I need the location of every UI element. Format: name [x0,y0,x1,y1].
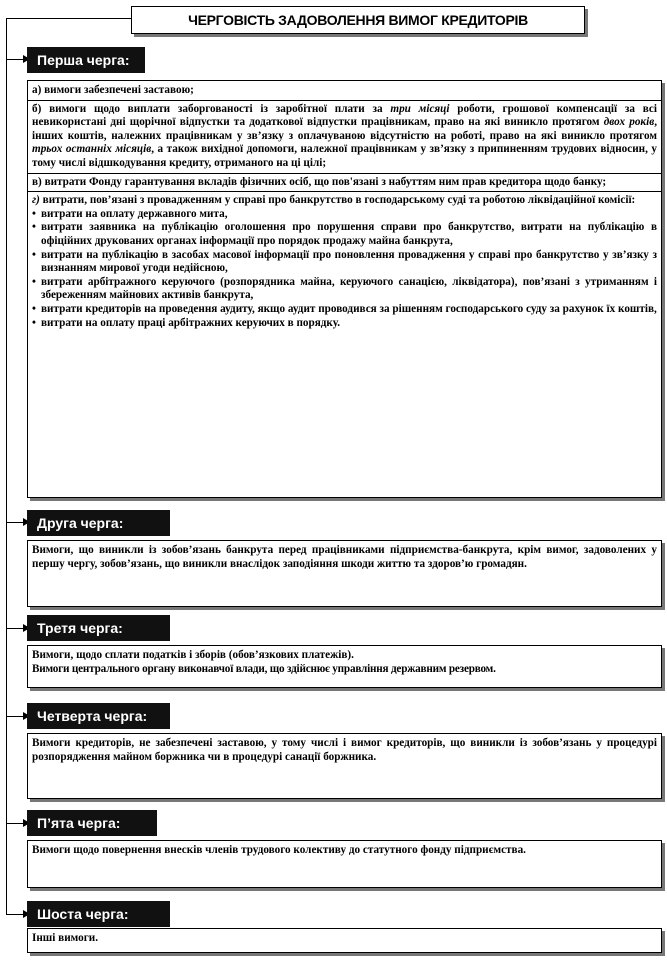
queue-1-label: Перша черга: [27,47,145,73]
arrow-q5 [6,823,28,824]
q2-text: Вимоги, що виникли із зобов’язань банкрута перед працівниками підприємства-банкрута, крім вимог, задоволених у першу чергу, зобов’язань, що виникли внаслідок заподіяння шкоди життю та здоров’ю громадян. [32,544,657,570]
q3-line-2: Вимоги центрального органу виконавчої влади, що здійснює управління державним резервом. [32,662,496,675]
title-connector [6,18,131,19]
queue-5-box [27,840,662,888]
list-item: • витрати на оплату державного мита, [32,208,657,222]
q1-expense-list [32,208,657,330]
queue-2-box [27,540,662,607]
q5-text: Вимоги щодо повернення внесків членів трудового колективу до статутного фонду підприємства. [32,844,526,856]
list-item: • витрати заявника на публікацію оголошення про порушення справи про банкрутство, витрати на публікацію в офіційних друкованих органах інформації про порядок продажу майна банкрута, [32,221,657,248]
q1-item-d: г) витрати, пов’язані з провадженням у справі про банкрутство в господарському суді та роботою ліквідаційної комісії: [32,194,636,207]
q1-item-a: а) вимоги забезпечені заставою; [32,84,194,96]
arrow-q4 [6,716,28,717]
separator [28,100,661,101]
list-item: • витрати на публікацію в засобах масової інформації про поновлення провадження у справі про банкрутство у зв’язку з визнанням мирової угоди недійсною, [32,249,657,276]
queue-5-label: П’ята черга: [27,810,157,836]
q6-text: Інші вимоги. [32,932,99,944]
queue-4-label: Четверта черга: [27,703,170,729]
diagram-title: ЧЕРГОВІСТЬ ЗАДОВОЛЕННЯ ВИМОГ КРЕДИТОРІВ [131,6,585,34]
arrow-q2 [6,522,28,523]
arrow-q1 [6,59,28,60]
list-item: • витрати на оплату праці арбітражних керуючих в порядку. [32,317,657,331]
separator [28,191,661,192]
queue-2-label: Друга черга: [27,510,170,536]
list-item: • витрати кредиторів на проведення аудиту, якщо аудит проводився за рішенням господарського суду за рахунок їх коштів, [32,303,657,317]
arrow-q6 [6,914,28,915]
q1-item-c: в) витрати Фонду гарантування вкладів фізичних осіб, що пов'язані з набуттям ним прав кредитора щодо банку; [32,175,607,188]
queue-3-label: Третя черга: [27,615,170,641]
connector-spine [6,18,7,914]
queue-6-label: Шоста черга: [27,901,170,927]
queue-6-box [27,928,662,953]
queue-4-box [27,733,662,799]
q3-line-1: Вимоги, щодо сплати податків і зборів (обов’язкових платежів). [32,649,354,661]
separator [28,173,661,174]
arrow-q3 [6,628,28,629]
q1-item-b: б) вимоги щодо виплати заборгованості із заробітної плати за три місяці роботи, грошової компенсації за всі невикористані дні щорічної відпустки та додаткової відпустки працівникам, право на які виникло протягом двох років, інших коштів, належних працівникам у зв’язку з оплачуваною відсутністю на роботі, право на які виникло протягом трьох останніх місяців, а також вихідної допомоги, належної працівникам у зв’язку з припиненням трудових відносин, у тому числі відшкодування кредиту, отриманого на ці цілі; [32,102,657,169]
q4-text: Вимоги кредиторів, не забезпечені заставою, у тому числі і вимог кредиторів, що виникли із зобов’язань у процедурі розпорядження майном боржника чи в процедурі санації боржника. [32,737,657,763]
queue-1-box [27,80,662,498]
list-item: • витрати арбітражного керуючого (розпорядника майна, керуючого санацією, ліквідатора), пов’язані з утриманням і збереженням майнових активів банкрута, [32,276,657,303]
queue-3-box [27,645,662,688]
